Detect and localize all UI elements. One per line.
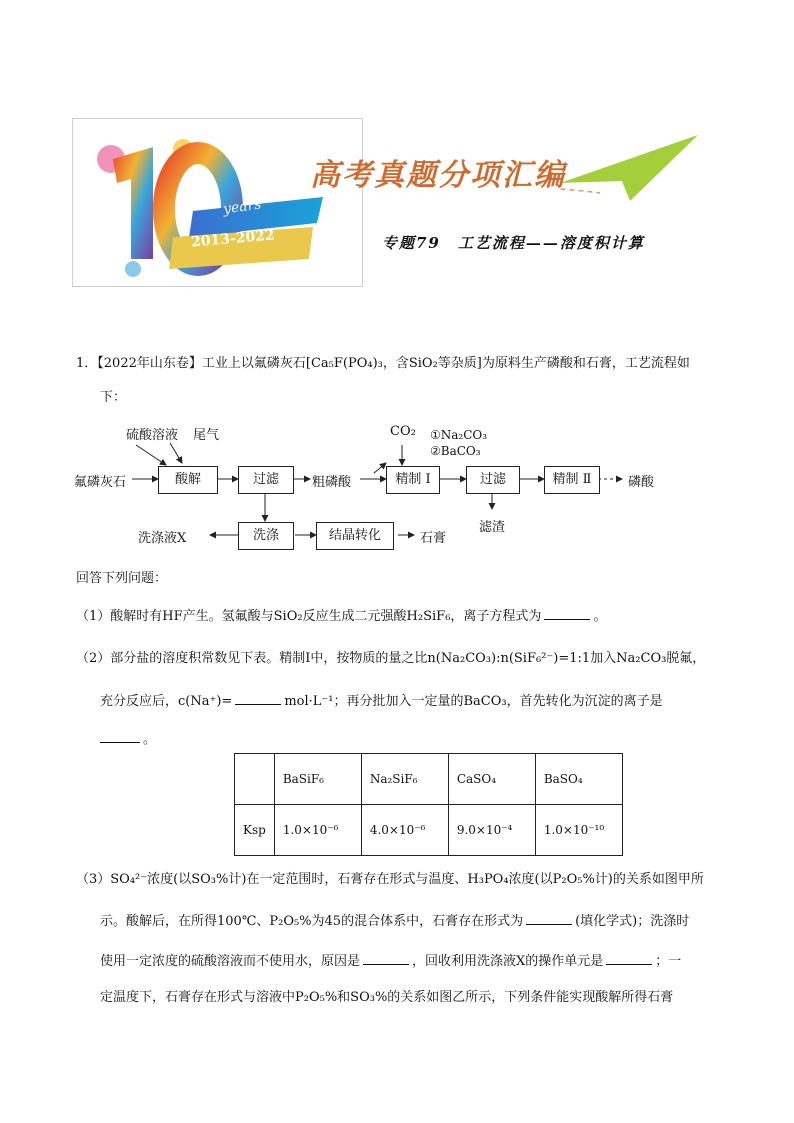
step-refine-2: 精制 Ⅱ	[544, 466, 600, 494]
table-row-label: Ksp	[235, 805, 275, 856]
table-row	[235, 805, 623, 856]
input-fluorapatite: 氟磷灰石	[74, 475, 127, 490]
table-header: Na₂SiF₆	[361, 754, 448, 805]
step-acid-decomposition: 酸解	[158, 466, 218, 494]
part-2-na-conc-text: 充分反应后，c(Na⁺)=	[100, 694, 233, 709]
input-sulfuric-acid: 硫酸溶液	[126, 428, 179, 443]
part-2-line-2	[100, 691, 663, 711]
answer-blank-2[interactable]	[235, 691, 281, 705]
answer-blank-4[interactable]	[526, 911, 572, 925]
answer-blank-5[interactable]	[363, 951, 409, 965]
paper-plane-icon	[560, 135, 700, 205]
table-header: BaSO₄	[535, 754, 622, 805]
header-banner	[72, 118, 363, 287]
table-cell: 9.0×10⁻⁴	[448, 805, 535, 856]
step-crystal-conversion: 结晶转化	[316, 522, 394, 550]
output-residue: 滤渣	[479, 520, 506, 535]
step-filter-1: 过滤	[238, 466, 294, 494]
table-header: BaSiF₆	[274, 754, 361, 805]
reagent-na2co3: ①Na₂CO₃	[430, 428, 488, 442]
logo-years-range: 2013-2022	[190, 227, 276, 251]
part-3-wash-text: (填化学式)；洗涤时	[575, 914, 690, 929]
question-line-1	[76, 355, 690, 373]
table-cell: 1.0×10⁻⁶	[274, 805, 361, 856]
table-corner-cell	[235, 754, 275, 805]
part-2-line-3	[100, 729, 156, 749]
product-gypsum: 石膏	[420, 531, 447, 546]
answer-blank-3[interactable]	[100, 729, 140, 743]
part-2-line-1: （2）部分盐的溶度积常数见下表。精制Ⅰ中，按物质的量之比n(Na₂CO₃):n(SiF₆²⁻)=1:1加入Na₂CO₃脱氟，	[76, 651, 706, 666]
part-3-continue: ；一	[655, 954, 682, 969]
step-filter-2: 过滤	[466, 466, 520, 494]
reagent-baco3: ②BaCO₃	[430, 444, 481, 458]
output-tail-gas: 尾气	[193, 428, 220, 443]
answer-blank-1[interactable]	[544, 606, 590, 620]
ten-years-logo	[73, 119, 362, 286]
part-3-line-2	[100, 911, 689, 931]
step-refine-1: 精制 Ⅰ	[386, 466, 440, 494]
answer-blank-6[interactable]	[606, 951, 652, 965]
part-3-line-3	[100, 951, 681, 971]
part-2-end: 。	[143, 732, 157, 747]
question-intro-cont: 下：	[100, 390, 127, 405]
part-3-line-4: 定温度下，石膏存在形式与溶液中P₂O₅%和SO₃%的关系如图乙所示，下列条件能实现酸解所得石膏	[100, 990, 674, 1005]
ksp-table	[234, 753, 623, 856]
part-1-text: （1）酸解时有HF产生。氢氟酸与SiO₂反应生成二元强酸H₂SiF₆，离子方程式为	[76, 609, 542, 624]
product-phosphoric-acid: 磷酸	[628, 475, 655, 490]
output-co2: CO₂	[390, 424, 416, 439]
part-1	[76, 606, 606, 626]
answer-prompt: 回答下列问题：	[76, 571, 168, 586]
topic-subtitle: 专题79 工艺流程——溶度积计算	[382, 234, 645, 252]
output-wash-liquid-x: 洗涤液X	[138, 531, 187, 546]
part-2-baco3-text: mol·L⁻¹；再分批加入一定量的BaCO₃，首先转化为沉淀的离子是	[284, 694, 663, 709]
part-3-line-1: （3）SO₄²⁻浓度(以SO₃%计)在一定范围时，石膏存在形式与温度、H₃PO₄浓度(以P₂O₅%计)的关系如图甲所	[76, 872, 704, 887]
question-intro: 工业上以氟磷灰石[Ca₅F(PO₄)₃，含SiO₂等杂质]为原料生产磷酸和石膏，工艺流程如	[201, 356, 690, 371]
part-1-end: 。	[593, 609, 607, 624]
part-3-recycle-text: ，回收利用洗涤液X的操作单元是	[412, 954, 604, 969]
part-3-reason-text: 使用一定浓度的硫酸溶液而不使用水，原因是	[100, 954, 361, 969]
table-header-row	[235, 754, 623, 805]
table-cell: 1.0×10⁻¹⁰	[535, 805, 622, 856]
step-wash: 洗涤	[238, 522, 294, 550]
part-3-form-text: 示。酸解后，在所得100℃、P₂O₅%为45的混合体系中，石膏存在形式为	[100, 914, 524, 929]
series-title: 高考真题分项汇编	[310, 158, 566, 193]
table-header: CaSO₄	[448, 754, 535, 805]
logo-years-text: years	[222, 196, 263, 218]
crude-phosphoric-acid: 粗磷酸	[312, 475, 352, 490]
question-source: 【2022年山东卷】	[97, 356, 202, 371]
question-number: 1．	[76, 356, 98, 371]
table-cell: 4.0×10⁻⁶	[361, 805, 448, 856]
